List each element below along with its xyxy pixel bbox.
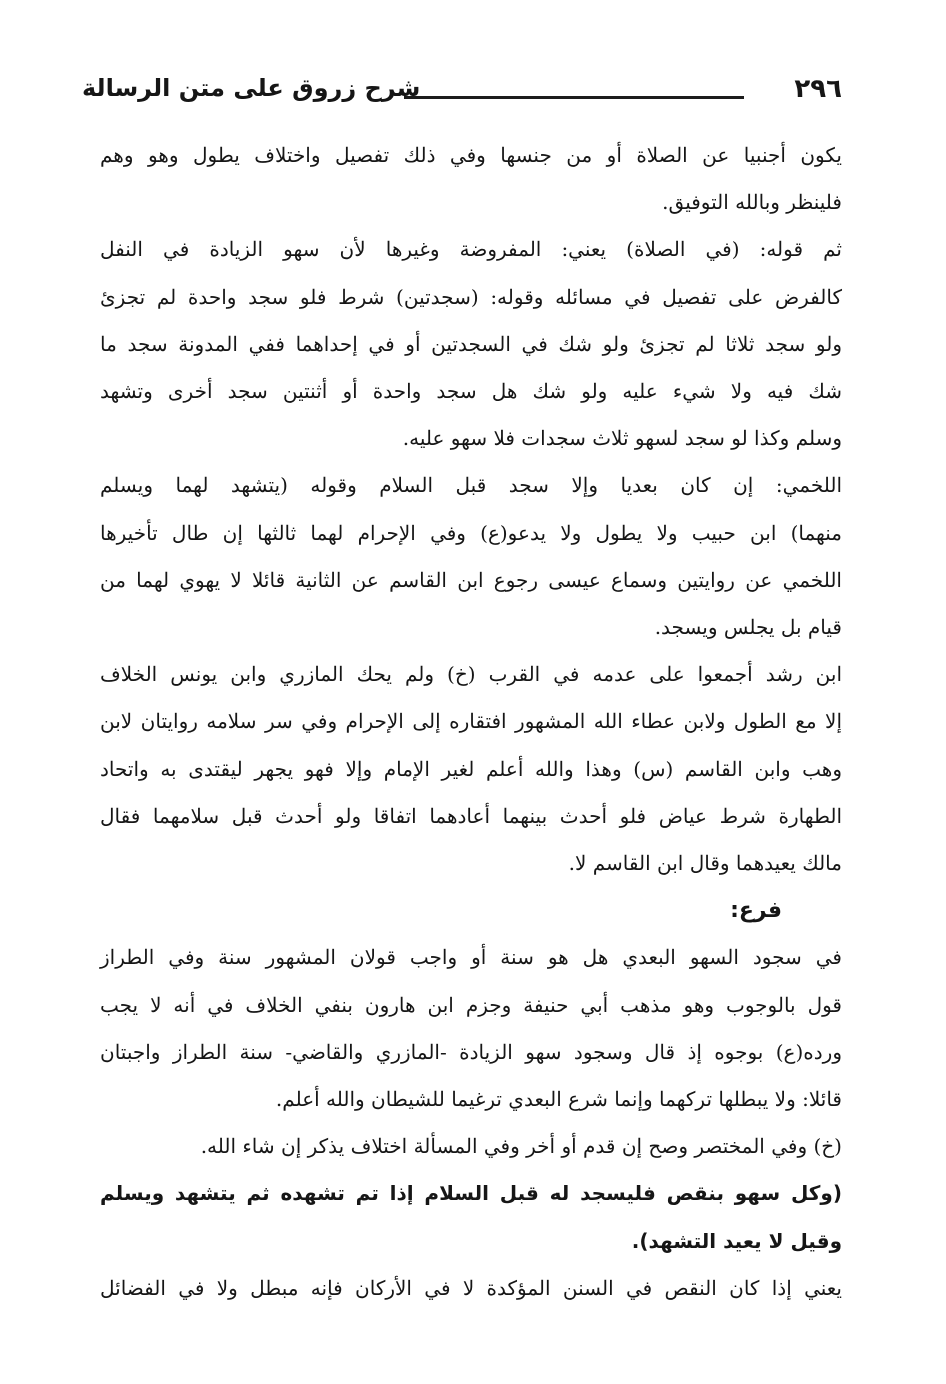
text-line: فلينظر وبالله التوفيق.	[662, 190, 842, 215]
text-line: إلا مع الطول ولابن عطاء الله المشهور افتقاره إلى الإحرام وفي سر سلامه روايتان لابن	[100, 709, 842, 734]
text-line: قول بالوجوب وهو مذهب أبي حنيفة وجزم ابن هارون بنفي الخلاف في أنه لا يجب	[100, 992, 842, 1017]
paragraph	[100, 934, 842, 1123]
text-line: اللخمي: إن كان بعديا وإلا سجد قبل السلام وقوله (يتشهد لهما ويسلم	[100, 473, 842, 498]
paragraph	[100, 651, 842, 887]
matn-quotation	[100, 1170, 842, 1264]
paragraph	[100, 132, 842, 226]
running-title: شرح زروق على متن الرسالة	[82, 74, 421, 102]
page-body	[100, 132, 842, 1312]
text-line: يكون أجنبيا عن الصلاة أو من جنسها وفي ذلك تفصيل واختلاف يطول وهو وهم	[100, 143, 842, 167]
paragraph	[100, 1265, 842, 1312]
text-line: كالفرض على تفصيل في مسائله وقوله: (سجدتين) شرط فلو سجد واحدة لم تجزئ	[100, 284, 842, 309]
paragraph	[100, 226, 842, 462]
text-line: الطهارة شرط عياض فلو أحدث بينهما أعادهما اتفاقا ولو أحدث قبل سلامهما فقال	[100, 803, 842, 828]
page-number: ٢٩٦	[794, 74, 842, 104]
text-line: منهما) ابن حبيب ولا يطول ولا يدعو(ع) وفي الإحرام لهما ثالثها إن طال تأخيرها	[100, 520, 842, 545]
text-line: اللخمي عن روايتين وسماع عيسى رجوع ابن القاسم عن الثانية قائلا لا يهوي لهما من	[100, 567, 842, 592]
text-line: (خ) وفي المختصر وصح إن قدم أو أخر وفي المسألة اختلاف يذكر إن شاء الله.	[200, 1134, 842, 1159]
text-line: وقيل لا يعيد التشهد).	[631, 1228, 842, 1253]
text-line: ورده(ع) بوجوه إذ قال وسجود سهو الزيادة -المازري والقاضي- سنة الطراز واجبتان	[100, 1039, 842, 1064]
header-rule	[404, 96, 744, 99]
text-line: قيام بل يجلس ويسجد.	[654, 615, 842, 640]
paragraph	[100, 1123, 842, 1170]
text-line: مالك يعيدهما وقال ابن القاسم لا.	[568, 851, 842, 876]
text-line: (وكل سهو بنقص فليسجد له قبل السلام إذا تم تشهده ثم يتشهد ويسلم	[100, 1181, 842, 1206]
text-line: ولو سجد ثلاثا لم تجزئ ولو شك في السجدتين أو في إحداهما ففي المدونة سجد ما	[100, 331, 842, 356]
text-line: في سجود السهو البعدي هل هو سنة أو واجب قولان المشهور سنة وفي الطراز	[100, 945, 842, 970]
text-line: ثم قوله: (في الصلاة) يعني: المفروضة وغيرها لأن سهو الزيادة في النفل	[100, 237, 842, 262]
page-header	[82, 68, 842, 118]
text-line: وهب وابن القاسم (س) وهذا والله أعلم لغير الإمام وإلا فهو يجهر ليقتدى به واتحاد	[100, 756, 842, 781]
text-line: ابن رشد أجمعوا على عدمه في القرب (خ) ولم يحك المازري وابن يونس الخلاف	[100, 662, 842, 687]
text-line: قائلا: ولا يبطلها تركهما وإنما شرع البعدي ترغيما للشيطان والله أعلم.	[275, 1087, 842, 1112]
text-line: وسلم وكذا لو سجد لسهو ثلاث سجدات فلا سهو عليه.	[402, 426, 842, 451]
section-heading: فرع:	[730, 898, 782, 924]
text-line: يعني إذا كان النقص في السنن المؤكدة لا في الأركان فإنه مبطل ولا في الفضائل	[100, 1275, 842, 1300]
text-line: شك فيه ولا شيء عليه ولو شك هل سجد واحدة أو أثنتين سجد أخرى وتشهد	[100, 379, 842, 404]
paragraph	[100, 462, 842, 651]
